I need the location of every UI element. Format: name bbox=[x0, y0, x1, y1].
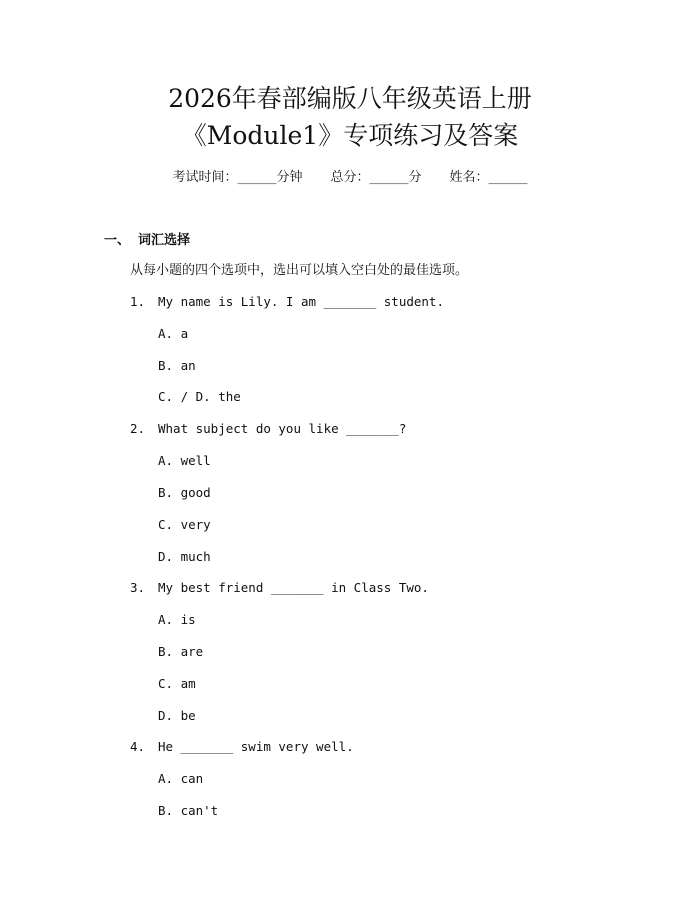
question-number: 4. bbox=[130, 739, 146, 754]
score-unit: 分 bbox=[408, 170, 422, 185]
question-number: 2. bbox=[130, 421, 146, 436]
question-2-option-d: D. much bbox=[158, 549, 211, 564]
question-4-option-b: B. can't bbox=[158, 803, 219, 818]
question-2-option-a: A. well bbox=[158, 453, 211, 468]
exam-time-label: 考试时间： bbox=[172, 170, 238, 185]
question-3-option-d: D. be bbox=[158, 708, 196, 723]
score-label: 总分： bbox=[330, 170, 370, 185]
name-label: 姓名： bbox=[449, 170, 489, 185]
question-1-option-b: B. an bbox=[158, 358, 196, 373]
section-number: 一、 bbox=[104, 233, 131, 248]
question-3-option-a: A. is bbox=[158, 612, 196, 627]
question-3-option-b: B. are bbox=[158, 644, 204, 659]
question-1-option-a: A. a bbox=[158, 326, 189, 341]
question-4-option-a: A. can bbox=[158, 771, 204, 786]
question-text: What subject do you like _______? bbox=[158, 421, 407, 436]
section-instruction: 从每小题的四个选项中，选出可以填入空白处的最佳选项。 bbox=[130, 263, 469, 278]
question-2-option-b: B. good bbox=[158, 485, 211, 500]
section-title: 词汇选择 bbox=[138, 233, 191, 248]
question-3-option-c: C. am bbox=[158, 676, 196, 691]
question-2 bbox=[130, 420, 406, 438]
section-heading bbox=[104, 232, 190, 250]
question-number: 3. bbox=[130, 580, 146, 595]
question-3 bbox=[130, 579, 429, 597]
question-text: My best friend _______ in Class Two. bbox=[158, 580, 429, 595]
question-text: He _______ swim very well. bbox=[158, 739, 354, 754]
exam-time-unit: 分钟 bbox=[276, 170, 303, 185]
question-2-option-c: C. very bbox=[158, 517, 211, 532]
question-1 bbox=[130, 293, 444, 311]
page-title: 2026年春部编版八年级英语上册 bbox=[168, 84, 532, 113]
score-blank: ______ bbox=[369, 170, 409, 185]
question-text: My name is Lily. I am _______ student. bbox=[158, 294, 444, 309]
exam-time-blank: ______ bbox=[237, 170, 277, 185]
page-subtitle: 《Module1》专项练习及答案 bbox=[181, 121, 519, 150]
question-4 bbox=[130, 738, 354, 756]
name-blank: ______ bbox=[488, 170, 528, 185]
question-number: 1. bbox=[130, 294, 146, 309]
question-1-option-cd: C. / D. the bbox=[158, 389, 241, 404]
exam-info-line bbox=[0, 169, 700, 187]
